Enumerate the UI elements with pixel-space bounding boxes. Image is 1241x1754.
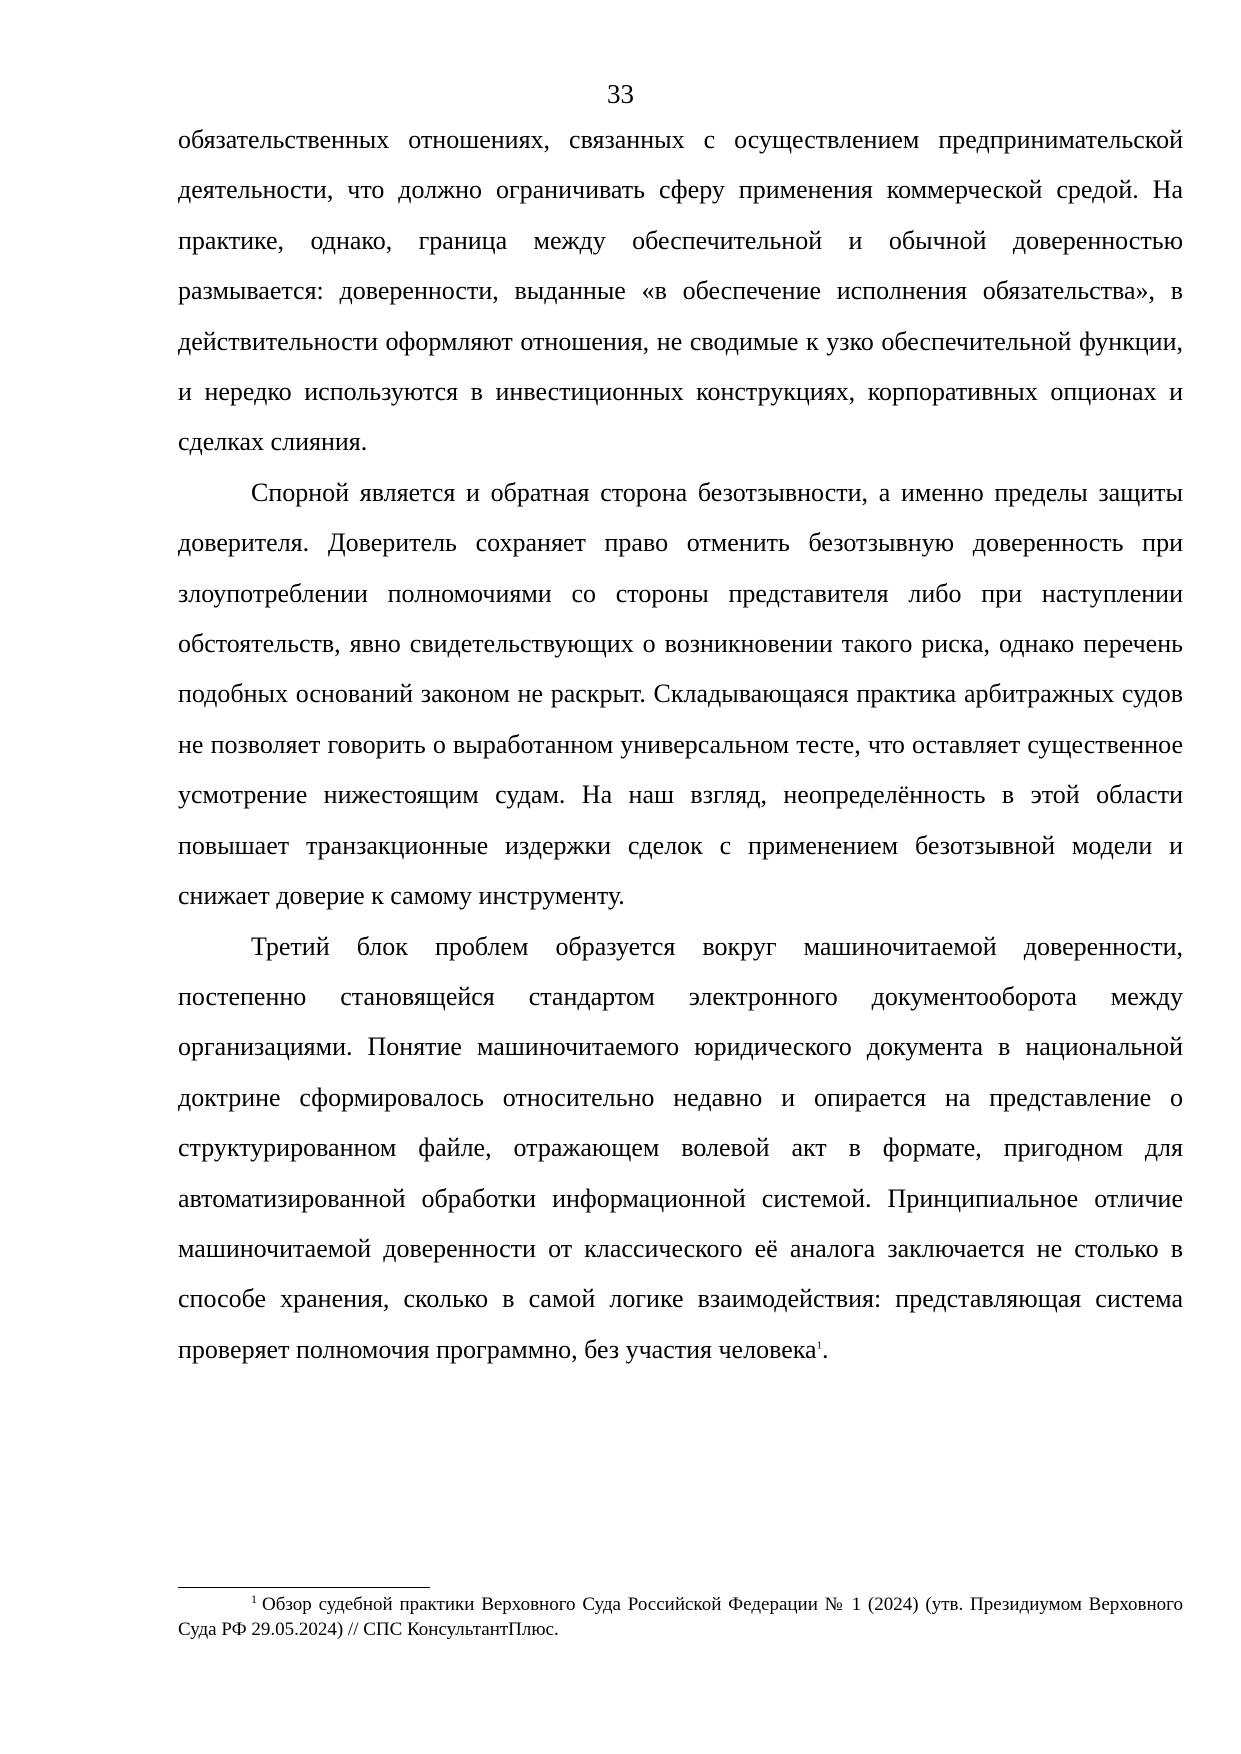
paragraph-text: Третий блок проблем образуется вокруг машиночитаемой доверенности, постепенно становящейся стандартом электронного документооборота между организациями. Понятие машиночитаемого юридического документа в национальной доктрине сформировалось относительно недавно и опирается на представление о структурированном файле, отражающем волевой акт в формате, пригодном для автоматизированной обработки информационной системой. Принципиальное отличие машиночитаемой доверенности от классического её аналога заключается не столько в способе хранения, сколько в самой логике взаимодействия: представляющая система проверяет полномочия программно, без участия человека: [178, 931, 1183, 1364]
paragraph-continuation: [178, 115, 1183, 468]
footnote-text: Обзор судебной практики Верховного Суда Российской Федерации № 1 (2024) (утв. Президиумом Верховного Суда РФ 29.05.2024) // СПС КонсультантПлюс.: [178, 1594, 1183, 1640]
paragraph-text: обязательственных отношениях, связанных с осуществлением предпринимательской деятельности, что должно ограничивать сферу применения коммерческой средой. На практике, однако, граница между обеспечительной и обычной доверенностью размывается: доверенности, выданные «в обеспечение исполнения обязательства», в действительности оформляют отношения, не сводимые к узко обеспечительной функции, и нередко используются в инвестиционных конструкциях, корпоративных опционах и сделках слияния.: [178, 125, 1183, 457]
paragraph-text: Спорной является и обратная сторона безотзывности, а именно пределы защиты доверителя. Доверитель сохраняет право отменить безотзывную доверенность при злоупотреблении полномочиями со стороны представителя либо при наступлении обстоятельств, явно свидетельствующих о возникновении такого риска, однако перечень подобных оснований законом не раскрыт. Складывающаяся практика арбитражных судов не позволяет говорить о выработанном универсальном тесте, что оставляет существенное усмотрение нижестоящим судам. На наш взгляд, неопределённость в этой области повышает транзакционные издержки сделок с применением безотзывной модели и снижает доверие к самому инструменту.: [178, 477, 1183, 911]
footnote: [178, 1592, 1183, 1642]
paragraph-machine-readable: [178, 922, 1183, 1376]
body-text: [178, 115, 1183, 1375]
footnote-number: 1: [251, 1591, 257, 1606]
paragraph-tail: .: [822, 1334, 829, 1364]
paragraph-revocation: [178, 468, 1183, 922]
footnote-reference[interactable]: 1: [816, 1339, 823, 1352]
footnote-separator: [178, 1587, 430, 1588]
page-number: 33: [607, 79, 634, 109]
